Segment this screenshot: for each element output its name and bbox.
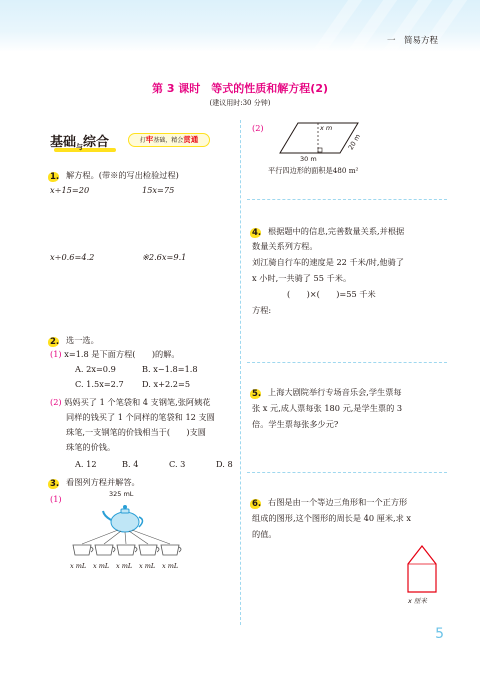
option-b: B. x−1.8=1.8 — [142, 364, 198, 374]
question-5-line: 倍。学生票每张多少元? — [252, 419, 339, 429]
teapot-cups-illustration — [68, 498, 208, 568]
teapot-volume-label: 325 mL — [109, 490, 134, 498]
question-2-part-2-line: 珠笔的价钱。 — [66, 442, 116, 452]
option-d: D. x+2.2=5 — [142, 379, 191, 389]
section-badge — [50, 129, 210, 159]
lesson-title: 第 3 课时 等式的性质和解方程(2) — [151, 82, 329, 95]
question-number-badge: 4. — [252, 228, 262, 238]
chapter-label: 一 简易方程 — [386, 36, 438, 46]
column-divider — [240, 120, 241, 625]
option-d: D. 8 — [216, 459, 233, 469]
question-number-badge: 6. — [252, 499, 262, 509]
question-5-line: 5. 上海大剧院举行专场音乐会,学生票每 — [252, 387, 402, 399]
option-b: B. 4 — [122, 459, 139, 469]
house-shape-figure — [404, 544, 440, 596]
question-6-line: 的值。 — [252, 529, 277, 539]
cup-label: x mL — [70, 562, 87, 570]
question-number-badge: 5. — [252, 389, 262, 399]
teapot-icon — [103, 505, 143, 532]
cup-label: x mL — [139, 562, 156, 570]
parallelogram-bottom-label: 30 m — [300, 155, 317, 163]
question-number-badge: 1. — [50, 172, 60, 182]
section-divider — [247, 362, 447, 363]
cup-icon — [73, 545, 181, 555]
page-number: 5 — [435, 626, 444, 642]
question-6-line: 6. 右图是由一个等边三角形和一个正方形 — [252, 497, 408, 509]
cup-label: x mL — [116, 562, 133, 570]
question-1-prompt: 1. 解方程。(带※的写出检验过程) — [50, 170, 179, 182]
cup-label: x mL — [162, 562, 179, 570]
equation-label: 方程: — [252, 305, 272, 315]
parallelogram-side-label: 20 m — [346, 132, 362, 152]
question-number-badge: 2. — [50, 337, 60, 347]
question-5-line: 张 x 元,成人票每张 180 元,是学生票的 3 — [252, 403, 403, 413]
question-2-part-1: (1) x=1.8 是下面方程( )的解。 — [50, 349, 180, 359]
question-2-part-2-line: 珠笔,一支钢笔的价钱相当于( )支圆 — [66, 427, 206, 437]
parallelogram-top-label: x m — [320, 124, 333, 132]
equation-c: x÷0.6=4.2 — [50, 252, 95, 262]
question-2-prompt: 2. 选一选。 — [50, 335, 99, 347]
option-a: A. 2x=0.9 — [75, 364, 116, 374]
cup-label: x mL — [93, 562, 110, 570]
question-6-line: 组成的图形,这个图形的周长是 40 厘米,求 x — [252, 513, 412, 523]
equation-b: 15x=75 — [142, 185, 175, 195]
section-divider — [247, 199, 447, 200]
equation-a: x÷15=20 — [50, 185, 90, 195]
parallelogram-caption: 平行四边形的面积是480 m² — [268, 166, 359, 175]
option-c: C. 3 — [169, 459, 186, 469]
question-4-line: 4. 根据题中的信息,完善数量关系,并根据 — [252, 226, 405, 238]
question-4-line: x 小时,一共骑了 55 千米。 — [252, 273, 352, 283]
section-divider — [247, 472, 447, 473]
option-a: A. 12 — [75, 459, 97, 469]
question-3-part-2: (2) — [252, 123, 264, 133]
question-number-badge: 3. — [50, 479, 60, 489]
question-3-prompt: 3. 看图列方程并解答。 — [50, 477, 140, 489]
badge-title: 基础$_与$综合 — [50, 135, 110, 151]
badge-slogan: 打牢基础，精会贯通 — [128, 133, 210, 147]
question-2-part-2-line: 同样的钱买了 1 个同样的笔袋和 12 支圆 — [66, 412, 215, 422]
question-4-line: 刘江骑自行车的速度是 22 千米/时,他骑了 — [252, 257, 404, 267]
time-hint: (建议用时:30 分钟) — [209, 99, 271, 107]
question-3-part-1: (1) — [50, 494, 62, 504]
equation-d: ※2.6x=9.1 — [142, 252, 187, 262]
question-4-line: 数量关系列方程。 — [252, 241, 318, 251]
house-figure-label: x 厘米 — [408, 597, 427, 605]
option-c: C. 1.5x=2.7 — [75, 379, 124, 389]
quantity-relation: ( )×( )=55 千米 — [287, 289, 376, 299]
question-2-part-2: (2) 妈妈买了 1 个笔袋和 4 支钢笔,张阿姨花 — [50, 397, 211, 407]
